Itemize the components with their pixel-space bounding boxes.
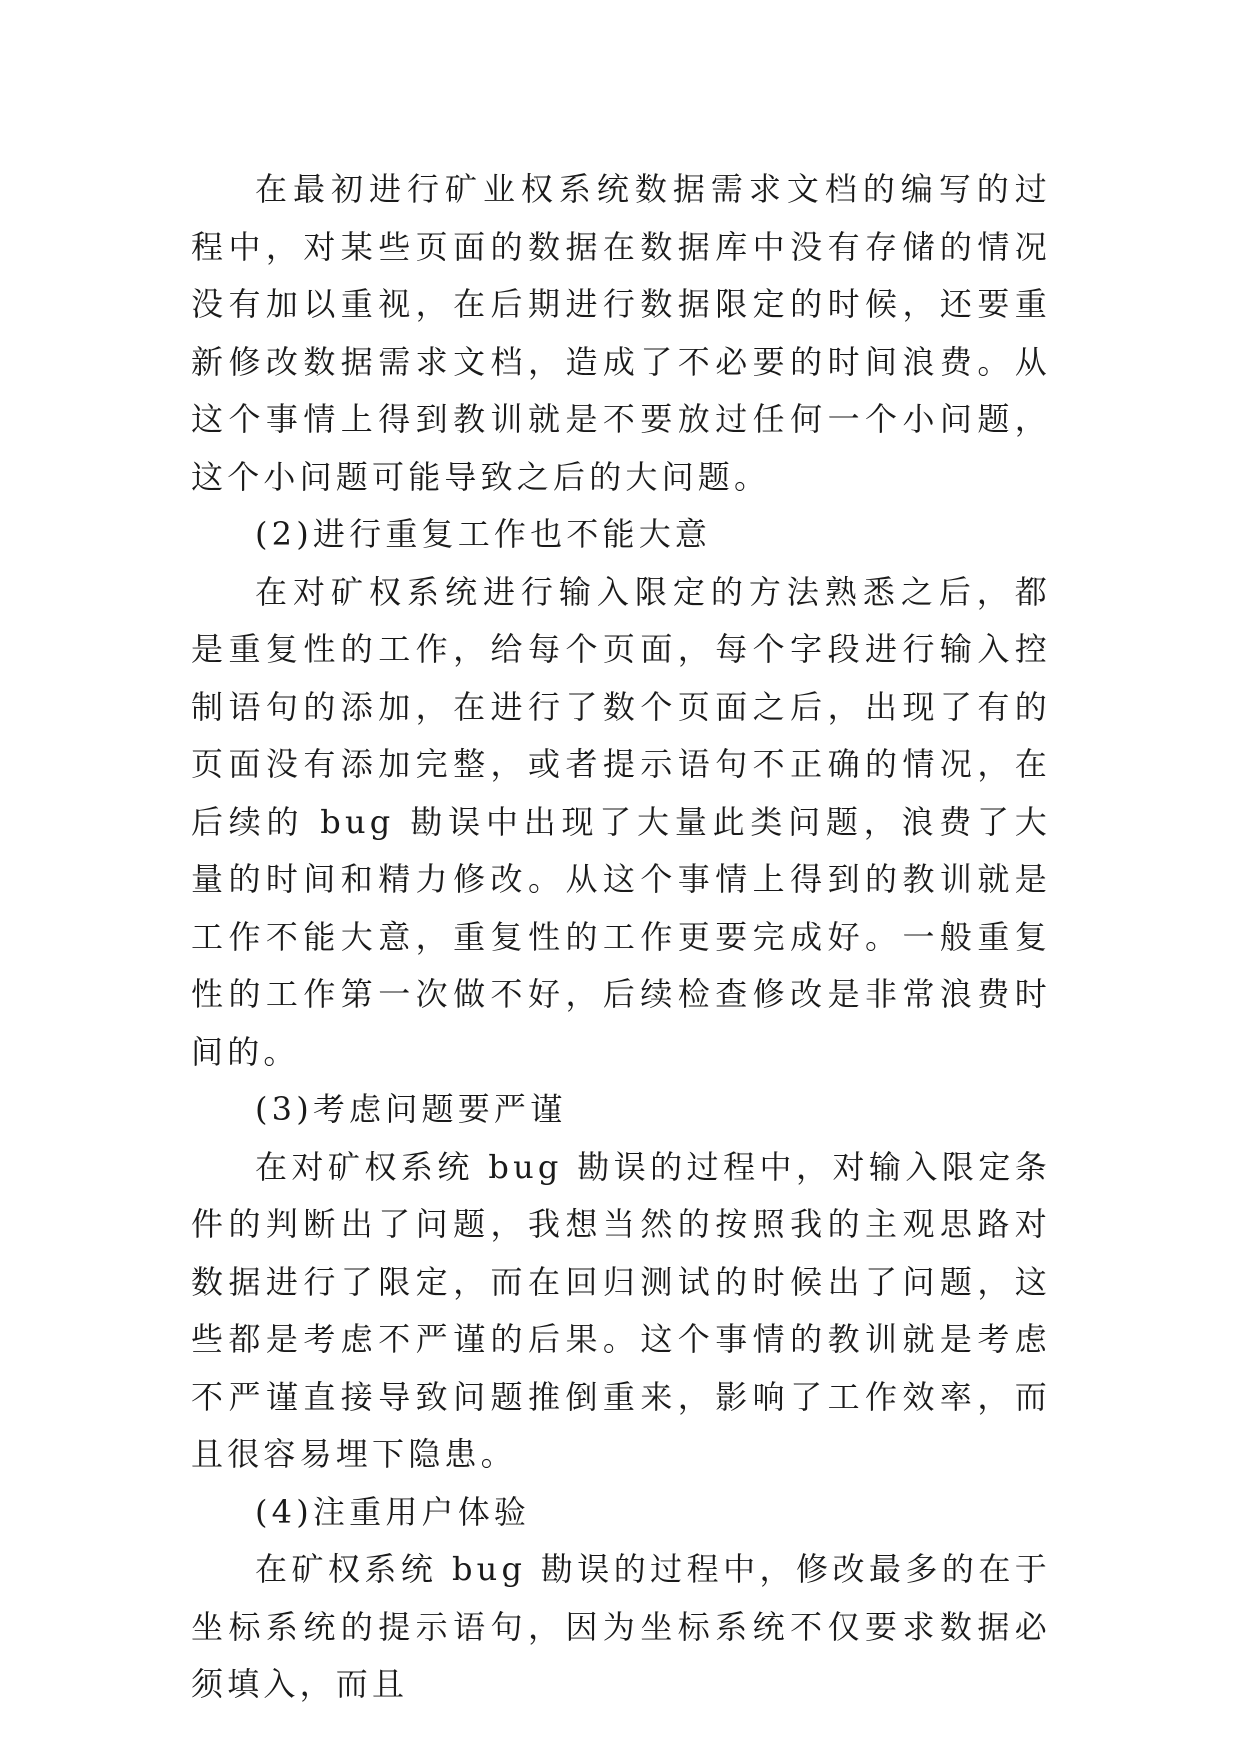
paragraph-lesson-4: 在矿权系统 bug 勘误的过程中，修改最多的在于坐标系统的提示语句，因为坐标系统不仅要求数据必须填入，而且 xyxy=(191,1550,1051,1703)
paragraph-lesson-3: 在对矿权系统 bug 勘误的过程中，对输入限定条件的判断出了问题，我想当然的按照我的主观思路对数据进行了限定，而在回归测试的时候出了问题，这些都是考虑不严谨的后果。这个事情的教训就是考虑不严谨直接导致问题推倒重来，影响了工作效率，而且很容易埋下隐患。 xyxy=(191,1147,1051,1473)
heading-lesson-4: (4)注重用户体验 xyxy=(255,1492,531,1531)
paragraph-lesson-1: 在最初进行矿业权系统数据需求文档的编写的过程中，对某些页面的数据在数据库中没有存储的情况没有加以重视，在后期进行数据限定的时候，还要重新修改数据需求文档，造成了不必要的时间浪费。从这个事情上得到教训就是不要放过任何一个小问题，这个小问题可能导致之后的大问题。 xyxy=(191,170,1051,496)
paragraph-lesson-2: 在对矿权系统进行输入限定的方法熟悉之后，都是重复性的工作，给每个页面，每个字段进行输入控制语句的添加，在进行了数个页面之后，出现了有的页面没有添加完整，或者提示语句不正确的情况，在后续的 bug 勘误中出现了大量此类问题，浪费了大量的时间和精力修改。从这个事情上得到的教训就是工作不能大意，重复性的工作更要完成好。一般重复性的工作第一次做不好，后续检查修改是非常浪费时间的。 xyxy=(191,572,1051,1071)
heading-lesson-3: (3)考虑问题要严谨 xyxy=(255,1090,567,1128)
heading-lesson-2: (2)进行重复工作也不能大意 xyxy=(255,515,712,553)
document-body xyxy=(191,161,1051,1714)
